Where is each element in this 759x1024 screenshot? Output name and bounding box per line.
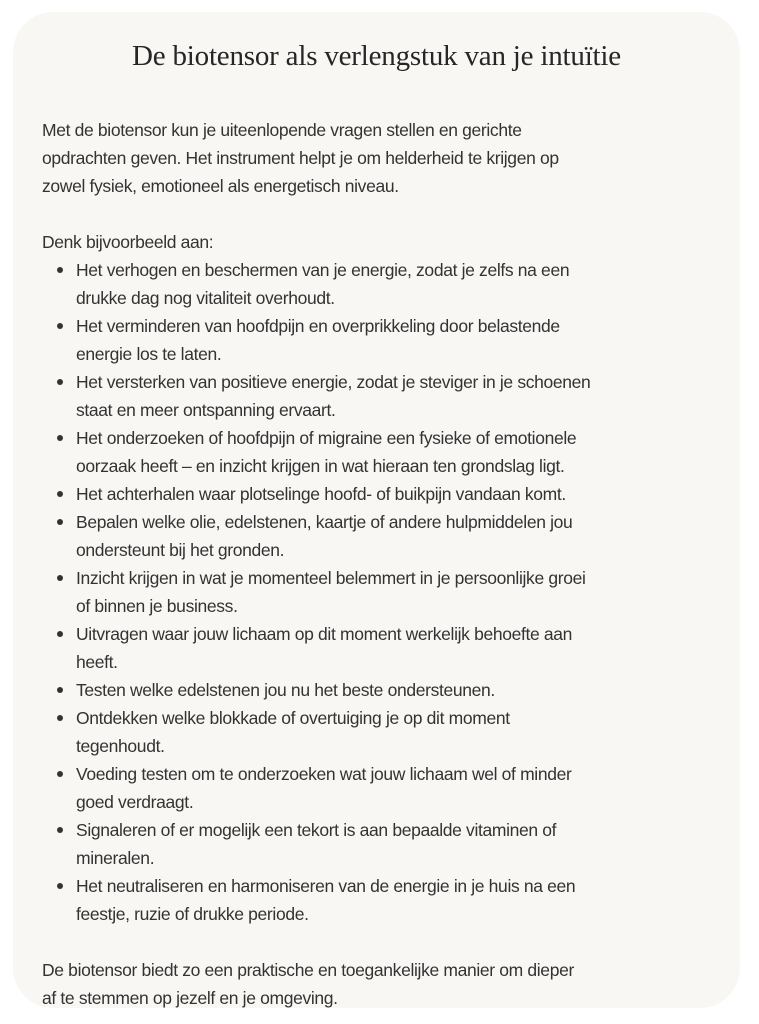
list-item-line: Het versterken van positieve energie, zodat je steviger in je schoenen: [76, 372, 591, 392]
list-item: [42, 704, 742, 760]
bullet-icon: [57, 379, 63, 385]
list-item-line: Het verminderen van hoofdpijn en overprikkeling door belastende: [76, 316, 560, 336]
content-card: [13, 12, 740, 1008]
list-item: [42, 508, 742, 564]
paragraph-spacer: [42, 200, 742, 228]
bullet-icon: [57, 323, 63, 329]
list-item-line: Inzicht krijgen in wat je momenteel belemmert in je persoonlijke groei: [76, 568, 586, 588]
bullet-icon: [57, 575, 63, 581]
list-item: [42, 424, 742, 480]
bullet-list: [42, 256, 742, 928]
intro-line: opdrachten geven. Het instrument helpt je om helderheid te krijgen op: [42, 148, 559, 168]
list-item-line: energie los te laten.: [76, 344, 222, 364]
list-item: [42, 256, 742, 312]
bullet-icon: [57, 435, 63, 441]
list-item: [42, 816, 742, 872]
bullet-icon: [57, 519, 63, 525]
list-item-line: Signaleren of er mogelijk een tekort is aan bepaalde vitaminen of: [76, 820, 557, 840]
closing-line: De biotensor biedt zo een praktische en toegankelijke manier om dieper: [42, 960, 574, 980]
bullet-icon: [57, 771, 63, 777]
list-intro: Denk bijvoorbeeld aan:: [42, 232, 214, 252]
list-item-line: Het onderzoeken of hoofdpijn of migraine een fysieke of emotionele: [76, 428, 577, 448]
bullet-icon: [57, 687, 63, 693]
bullet-icon: [57, 631, 63, 637]
bullet-icon: [57, 491, 63, 497]
list-item: [42, 480, 742, 508]
article-body: [42, 116, 742, 1012]
paragraph-spacer: [42, 928, 742, 956]
list-item: [42, 760, 742, 816]
list-item-line: of binnen je business.: [76, 596, 238, 616]
list-item-line: Voeding testen om te onderzoeken wat jouw lichaam wel of minder: [76, 764, 572, 784]
list-item-line: goed verdraagt.: [76, 792, 194, 812]
bullet-icon: [57, 715, 63, 721]
list-item-line: heeft.: [76, 652, 118, 672]
list-item-line: Het achterhalen waar plotselinge hoofd- of buikpijn vandaan komt.: [76, 484, 566, 504]
list-item-line: Het neutraliseren en harmoniseren van de energie in je huis na een: [76, 876, 576, 896]
list-item-line: ondersteunt bij het gronden.: [76, 540, 285, 560]
list-item-line: Het verhogen en beschermen van je energie, zodat je zelfs na een: [76, 260, 570, 280]
list-item: [42, 368, 742, 424]
list-item-line: tegenhoudt.: [76, 736, 165, 756]
list-item: [42, 620, 742, 676]
list-item: [42, 564, 742, 620]
bullet-icon: [57, 267, 63, 273]
article-title: De biotensor als verlengstuk van je intuïtie: [132, 40, 621, 72]
list-item-line: mineralen.: [76, 848, 155, 868]
list-item: [42, 872, 742, 928]
closing-paragraph: [42, 956, 742, 1012]
list-item-line: Bepalen welke olie, edelstenen, kaartje of andere hulpmiddelen jou: [76, 512, 573, 532]
list-item: [42, 312, 742, 368]
intro-line: zowel fysiek, emotioneel als energetisch niveau.: [42, 176, 399, 196]
intro-paragraph: [42, 116, 742, 200]
bullet-icon: [57, 827, 63, 833]
bullet-icon: [57, 883, 63, 889]
intro-line: Met de biotensor kun je uiteenlopende vragen stellen en gerichte: [42, 120, 522, 140]
list-item-line: oorzaak heeft – en inzicht krijgen in wat hieraan ten grondslag ligt.: [76, 456, 565, 476]
list-item-line: drukke dag nog vitaliteit overhoudt.: [76, 288, 335, 308]
list-item-line: staat en meer ontspanning ervaart.: [76, 400, 336, 420]
list-item: [42, 676, 742, 704]
list-item-line: Testen welke edelstenen jou nu het beste ondersteunen.: [76, 680, 495, 700]
closing-line: af te stemmen op jezelf en je omgeving.: [42, 988, 338, 1008]
list-item-line: feestje, ruzie of drukke periode.: [76, 904, 309, 924]
list-item-line: Uitvragen waar jouw lichaam op dit moment werkelijk behoefte aan: [76, 624, 573, 644]
list-item-line: Ontdekken welke blokkade of overtuiging je op dit moment: [76, 708, 510, 728]
